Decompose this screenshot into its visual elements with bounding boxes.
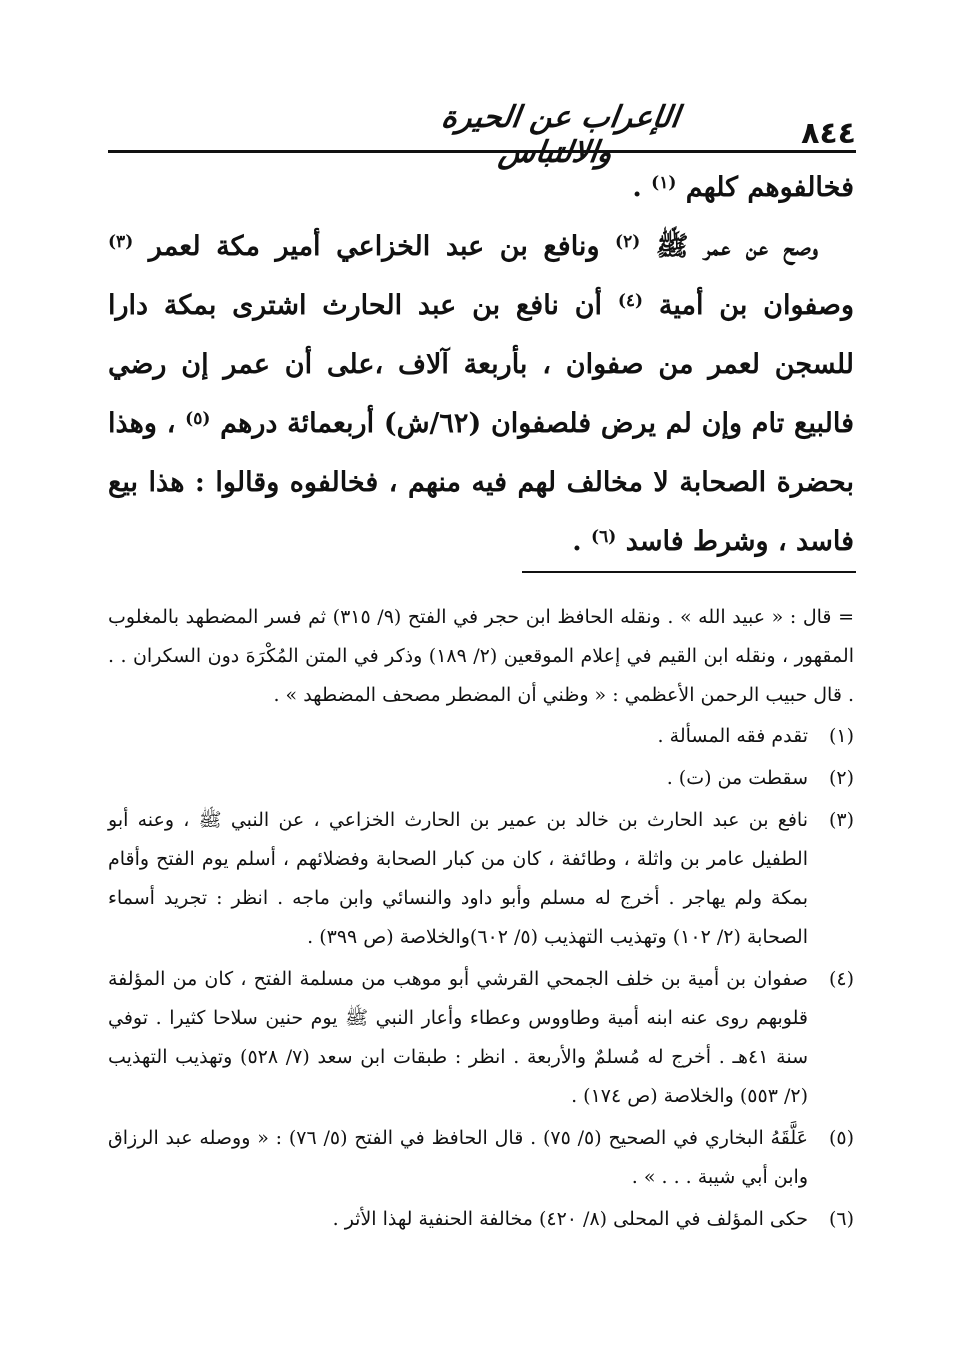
footnote-divider (522, 571, 856, 573)
footnote-number: (٤) (828, 968, 854, 990)
page-number: ٨٤٤ (801, 116, 856, 151)
footnote-text: سقطت من (ت) . (666, 767, 808, 789)
paragraph-2-text-c: وصفوان بن أمية (658, 290, 855, 321)
footnote-text: نافع بن عبد الحارث بن خالد بن عمير بن الحارث الخزاعي ، عن النبي ﷺ ، وعنه أبو الطفيل عامر بن واثلة ، وطائفة ، كان من كبار الصحابة وفضلائهم ، أسلم يوم الفتح وأقام بمكة ولم يهاجر . أخرج له مسلم وأبو داود والنسائي وابن ماجه . انظر : تجريد أسماء الصحابة (٢/ ١٠٢) وتهذيب التهذيب (٥/ ٦٠٢)والخلاصة (ص ٣٩٩) . (108, 809, 808, 948)
footnote-ref-1: (١) (651, 173, 677, 193)
footnote-item (108, 960, 854, 1116)
footnote-item (108, 759, 854, 798)
footnote-item (108, 1119, 854, 1197)
footnote-item (108, 801, 854, 957)
footnotes (108, 598, 854, 1242)
paragraph-2-text-d: أن نافع بن عبد الحارث اشترى بمكة دارا للسجن لعمر من صفوان ، بأربعة آلاف ،على أن عمر إن رضي فالبيع تام وإن لم يرض فلصفوان (٦٢/ش) أربعمائة درهم (108, 290, 854, 439)
footnote-ref-2: (٢) (615, 232, 641, 252)
footnote-number: (٥) (828, 1127, 854, 1149)
footnote-text: عَلَّقَهُ البخاري في الصحيح (٥/ ٧٥) . قال الحافظ في الفتح (٥/ ٧٦) : « ووصله عبد الرزاق وابن أبي شيبة . . . » . (108, 1127, 808, 1188)
paragraph-1-text: فخالفوهم كلهم (685, 172, 854, 203)
paragraph-2-text-a: وصح عن عمر ﷺ (655, 231, 818, 262)
footnote-number: (٣) (828, 809, 854, 831)
footnote-number: (٢) (828, 767, 854, 789)
footnote-text: حكى المؤلف في المحلى (٨/ ٤٢٠) مخالفة الحنفية لهذا الأثر . (332, 1208, 808, 1230)
page-header (108, 78, 856, 170)
paragraph-2-text-b: ونافع بن عبد الخزاعي أمير مكة لعمر (148, 231, 600, 262)
footnote-ref-4: (٤) (617, 291, 644, 311)
header-divider (108, 150, 856, 153)
paragraph-1 (108, 158, 854, 217)
footnote-number: (١) (828, 725, 854, 747)
paragraph-1-end: . (632, 172, 642, 203)
footnote-item (108, 1200, 854, 1239)
footnote-text: تقدم فقه المسألة . (657, 725, 808, 747)
book-title: الإعراب عن الحيرة والالتباس (439, 100, 682, 170)
paragraph-2 (108, 217, 854, 571)
main-text (108, 158, 854, 571)
footnote-ref-3: (٣) (108, 232, 134, 252)
footnote-item (108, 717, 854, 756)
footnote-ref-6: (٦) (591, 527, 617, 547)
paragraph-2-text-e: ، وهذا بحضرة الصحابة لا مخالف لهم فيه منهم ، فخالفوه وقالوا : هذا بيع فاسد ، وشرط فاسد (108, 408, 854, 557)
footnote-ref-5: (٥) (185, 409, 211, 429)
footnote-text: صفوان بن أمية بن خلف الجمحي القرشي أبو موهب من مسلمة الفتح ، كان من المؤلفة قلوبهم روى عنه ابنه أمية وطاووس وعطاء وأعار النبي ﷺ يوم حنين سلاحا كثيرا . توفي سنة ٤١هـ . أخرج له مُسلمٌ والأربعة . انظر : طبقات ابن سعد (٧/ ٥٢٨) وتهذيب التهذيب (٢/ ٥٥٣) والخلاصة (ص ١٧٤) . (108, 968, 808, 1107)
paragraph-2-end: . (572, 526, 582, 557)
footnote-number: (٦) (828, 1208, 854, 1230)
footnote-continuation: = قال : « عبيد الله » . ونقله الحافظ ابن حجر في الفتح (٩/ ٣١٥) ثم فسر المضطهد بالمغلوب المقهور ، ونقله ابن القيم في إعلام الموقعين (٢/ ١٨٩) وذكر في المتن المُكْرَهَ دون السكران . . . قال حبيب الرحمن الأعظمي : « وظني أن المضطر مصحف المضطهد » . (108, 606, 855, 706)
